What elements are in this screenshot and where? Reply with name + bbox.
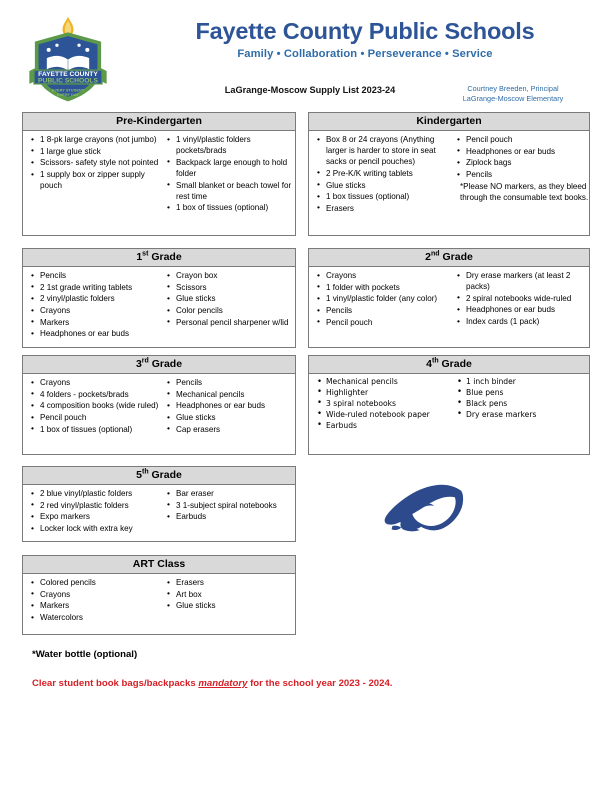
list-item: • Pencils xyxy=(313,305,449,316)
box-column-right xyxy=(449,377,589,432)
logo-band-line2: PUBLIC SCHOOLS xyxy=(38,77,98,85)
box-title-grade-4: 4th Grade xyxy=(309,356,589,374)
list-item: • Pencil pouch xyxy=(453,134,589,145)
supply-box-pre-kindergarten xyxy=(22,112,296,236)
supply-list-left xyxy=(27,488,159,534)
list-item: • Markers xyxy=(27,600,159,611)
list-item: • Pencils xyxy=(163,377,295,388)
list-item: • 2 blue vinyl/plastic folders xyxy=(27,488,159,499)
supply-box-grade-4 xyxy=(308,355,590,455)
list-item: • Crayons xyxy=(27,377,159,388)
list-item: • 1 folder with pockets xyxy=(313,282,449,293)
fcps-crest-logo xyxy=(22,14,114,106)
supply-box-grade-2 xyxy=(308,248,590,348)
list-item: • Glue sticks xyxy=(163,293,295,304)
list-item: • 4 composition books (wide ruled) xyxy=(27,400,159,411)
list-item: • Personal pencil sharpener w/lid xyxy=(163,317,295,328)
supply-list-left xyxy=(313,134,449,214)
supply-box-art-class xyxy=(22,555,296,635)
box-title-pre-kindergarten: Pre-Kindergarten xyxy=(23,113,295,131)
list-item: • Scissors- safety style not pointed xyxy=(27,157,159,168)
page-title: Fayette County Public Schools xyxy=(195,18,535,44)
supply-list-right xyxy=(163,377,295,435)
list-item: • 1 inch binder xyxy=(453,377,589,387)
box-title-grade-1: 1st Grade xyxy=(23,249,295,267)
supply-list-right xyxy=(453,134,589,203)
list-item: • 4 folders - pockets/brads xyxy=(27,389,159,400)
list-item: • Dry erase markers (at least 2 packs) xyxy=(453,270,589,292)
list-item: • Cap erasers xyxy=(163,424,295,435)
box-title-kindergarten: Kindergarten xyxy=(309,113,589,131)
list-item: • Crayon box xyxy=(163,270,295,281)
clear-bags-note-part1: Clear student book bags/backpacks xyxy=(32,678,199,689)
list-item: • 2 spiral notebooks wide-ruled xyxy=(453,293,589,304)
list-item: • Pencils xyxy=(453,169,589,180)
list-item: • Wide-ruled notebook paper xyxy=(313,410,449,420)
supply-list-left xyxy=(27,270,159,339)
principal-name: Courtney Breeden, Principal xyxy=(467,84,559,93)
list-item: • Backpack large enough to hold folder xyxy=(163,157,295,179)
box-title-grade-2: 2nd Grade xyxy=(309,249,589,267)
box-column-right xyxy=(159,488,295,535)
supply-list-left xyxy=(313,270,449,328)
list-item: • Dry erase markers xyxy=(453,410,589,420)
list-item: • Crayons xyxy=(27,589,159,600)
supply-list-right xyxy=(163,488,295,522)
list-item: • 3 spiral notebooks xyxy=(313,399,449,409)
clear-bags-note xyxy=(32,678,392,689)
logo-band-line1: FAYETTE COUNTY xyxy=(38,70,98,78)
list-item: • Mechanical pencils xyxy=(313,377,449,387)
supply-list-right xyxy=(453,377,589,420)
box-column-left xyxy=(23,488,159,535)
box-column-left xyxy=(23,377,159,435)
clear-bags-note-part2: for the school year 2023 - 2024. xyxy=(247,678,393,689)
list-item: • Headphones or ear buds xyxy=(27,328,159,339)
list-item: • Mechanical pencils xyxy=(163,389,295,400)
box-column-right xyxy=(449,270,589,328)
supply-list-left xyxy=(27,377,159,435)
list-item: • Glue sticks xyxy=(313,180,449,191)
supply-list-left xyxy=(313,377,449,431)
list-item: • 2 red vinyl/plastic folders xyxy=(27,500,159,511)
title-block xyxy=(130,18,600,60)
list-item: • Glue sticks xyxy=(163,412,295,423)
list-item: • Markers xyxy=(27,317,159,328)
water-bottle-note: *Water bottle (optional) xyxy=(32,649,138,660)
box-column-left xyxy=(23,270,159,340)
logo-motto-line2: EVERY DAY xyxy=(57,92,79,97)
list-item: • Ziplock bags xyxy=(453,157,589,168)
box-title-grade-3: 3rd Grade xyxy=(23,356,295,374)
list-item: • 1 box tissues (optional) xyxy=(313,191,449,202)
list-item: • Erasers xyxy=(313,203,449,214)
list-item: • Colored pencils xyxy=(27,577,159,588)
list-item: • Pencil pouch xyxy=(313,317,449,328)
supply-box-grade-5 xyxy=(22,466,296,542)
box-column-right xyxy=(159,134,295,214)
list-item: • 3 1-subject spiral notebooks xyxy=(163,500,295,511)
list-item: • 1 supply box or zipper supply pouch xyxy=(27,169,159,191)
box-column-right xyxy=(449,134,589,215)
list-item: • Pencils xyxy=(27,270,159,281)
list-item: • Blue pens xyxy=(453,388,589,398)
box-column-left xyxy=(309,270,449,328)
list-item: • Watercolors xyxy=(27,612,159,623)
list-item: • Headphones or ear buds xyxy=(163,400,295,411)
list-item: • Expo markers xyxy=(27,511,159,522)
list-item: • Highlighter xyxy=(313,388,449,398)
supply-box-kindergarten xyxy=(308,112,590,236)
list-item: • Crayons xyxy=(313,270,449,281)
list-item: • Earbuds xyxy=(163,511,295,522)
list-item: • Black pens xyxy=(453,399,589,409)
list-item: • 1 vinyl/plastic folder (any color) xyxy=(313,293,449,304)
principal-info xyxy=(428,84,598,105)
list-item: • 1 vinyl/plastic folders pockets/brads xyxy=(163,134,295,156)
list-item: • Earbuds xyxy=(313,421,449,431)
supply-list-right xyxy=(163,577,295,611)
list-item: • 1 8-pk large crayons (not jumbo) xyxy=(27,134,159,145)
box-column-right xyxy=(159,577,295,624)
list-item: • Art box xyxy=(163,589,295,600)
list-item: • Erasers xyxy=(163,577,295,588)
box-column-left xyxy=(23,577,159,624)
list-item: • 1 large glue stick xyxy=(27,146,159,157)
list-item: • 1 box of tissues (optional) xyxy=(27,424,159,435)
box-column-right xyxy=(159,270,295,340)
kindergarten-marker-note: *Please NO markers, as they bleed through the consumable text books. xyxy=(460,181,589,202)
list-item: • 2 Pre-K/K writing tablets xyxy=(313,168,449,179)
tiger-head-mascot-icon xyxy=(378,478,474,542)
list-item: • Crayons xyxy=(27,305,159,316)
supply-list-left xyxy=(27,134,159,191)
box-title-grade-5: 5th Grade xyxy=(23,467,295,485)
district-tagline: Family • Collaboration • Perseverance • Service xyxy=(237,48,493,61)
supply-list-right xyxy=(453,270,589,327)
list-item: • Bar eraser xyxy=(163,488,295,499)
list-item: • 2 vinyl/plastic folders xyxy=(27,293,159,304)
page-header xyxy=(0,0,612,112)
list-item: • Scissors xyxy=(163,282,295,293)
supply-list-subtitle: LaGrange-Moscow Supply List 2023-24 xyxy=(224,85,396,95)
box-column-left xyxy=(309,134,449,215)
list-item: • Color pencils xyxy=(163,305,295,316)
supply-box-grade-1 xyxy=(22,248,296,348)
supply-list-left xyxy=(27,577,159,623)
principal-school: LaGrange-Moscow Elementary xyxy=(462,94,564,104)
clear-bags-note-emphasis: mandatory xyxy=(198,678,248,689)
list-item: • Pencil pouch xyxy=(27,412,159,423)
list-item: • Locker lock with extra key xyxy=(27,523,159,534)
list-item: • Small blanket or beach towel for rest time xyxy=(163,180,295,202)
list-item: • Box 8 or 24 crayons (Anything larger is harder to store in seat sacks or pencil pouches) xyxy=(313,134,449,167)
list-item: • Index cards (1 pack) xyxy=(453,316,589,327)
list-item: • 2 1st grade writing tablets xyxy=(27,282,159,293)
list-item: • Glue sticks xyxy=(163,600,295,611)
box-column-left xyxy=(309,377,449,432)
list-item: • Headphones or ear buds xyxy=(453,146,589,157)
logo-motto-line1: EVERY STUDENT xyxy=(51,88,85,93)
supply-list-right xyxy=(163,270,295,328)
list-item: • Headphones or ear buds xyxy=(453,304,589,315)
supply-list-right xyxy=(163,134,295,213)
supply-box-grade-3 xyxy=(22,355,296,455)
list-item: • 1 box of tissues (optional) xyxy=(163,202,295,213)
box-column-left xyxy=(23,134,159,214)
box-column-right xyxy=(159,377,295,435)
box-title-art-class: ART Class xyxy=(23,556,295,574)
